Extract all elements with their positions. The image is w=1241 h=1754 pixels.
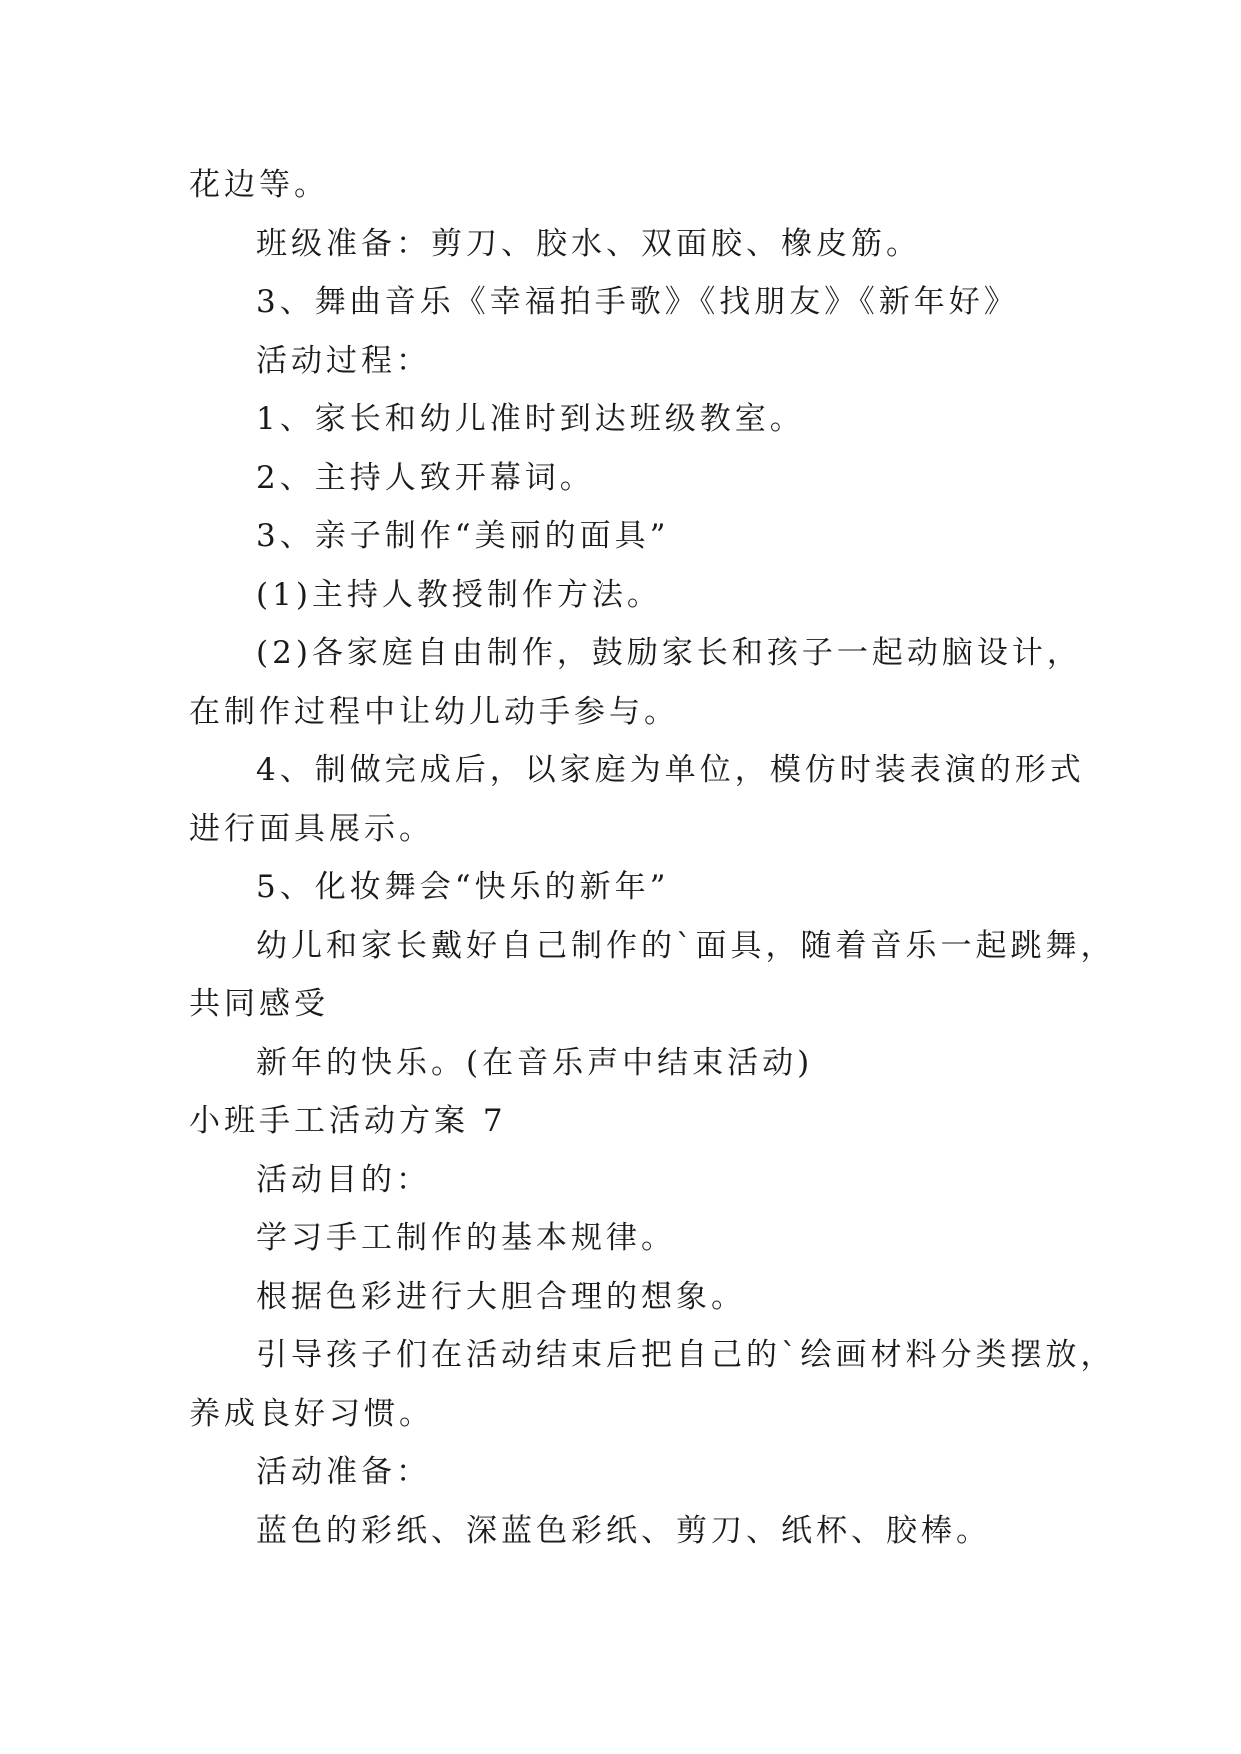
paragraph-line: (2)各家庭自由制作，鼓励家长和孩子一起动脑设计， <box>256 635 1082 671</box>
paragraph-line: 新年的快乐。(在音乐声中结束活动) <box>256 1045 814 1081</box>
paragraph-line: (1)主持人教授制作方法。 <box>256 577 662 613</box>
paragraph-line: 3、亲子制作“美丽的面具” <box>256 518 670 554</box>
paragraph-line: 1、家长和幼儿准时到达班级教室。 <box>256 401 805 437</box>
paragraph-line: 5、化妆舞会“快乐的新年” <box>256 869 670 905</box>
paragraph-line: 进行面具展示。 <box>189 811 434 847</box>
paragraph-line: 蓝色的彩纸、深蓝色彩纸、剪刀、纸杯、胶棒。 <box>256 1513 991 1549</box>
paragraph-line: 3、舞曲音乐《幸福拍手歌》《找朋友》《新年好》 <box>256 284 1019 320</box>
paragraph-line: 幼儿和家长戴好自己制作的`面具，随着音乐一起跳舞， <box>256 928 1116 964</box>
paragraph-line: 引导孩子们在活动结束后把自己的`绘画材料分类摆放， <box>256 1337 1116 1373</box>
paragraph-line: 班级准备：剪刀、胶水、双面胶、橡皮筋。 <box>256 226 921 262</box>
paragraph-line: 4、制做完成后，以家庭为单位，模仿时装表演的形式 <box>256 752 1085 788</box>
paragraph-line: 2、主持人致开幕词。 <box>256 460 595 496</box>
section-heading: 活动准备： <box>256 1454 431 1490</box>
paragraph-line: 学习手工制作的基本规律。 <box>256 1220 676 1256</box>
paragraph-line: 根据色彩进行大胆合理的想象。 <box>256 1279 746 1315</box>
section-heading: 活动目的： <box>256 1162 431 1198</box>
paragraph-line: 花边等。 <box>189 167 329 203</box>
section-heading: 活动过程： <box>256 343 431 379</box>
document-heading: 小班手工活动方案 7 <box>189 1103 507 1139</box>
paragraph-line: 共同感受 <box>189 986 329 1022</box>
paragraph-line: 在制作过程中让幼儿动手参与。 <box>189 694 679 730</box>
paragraph-line: 养成良好习惯。 <box>189 1396 434 1432</box>
